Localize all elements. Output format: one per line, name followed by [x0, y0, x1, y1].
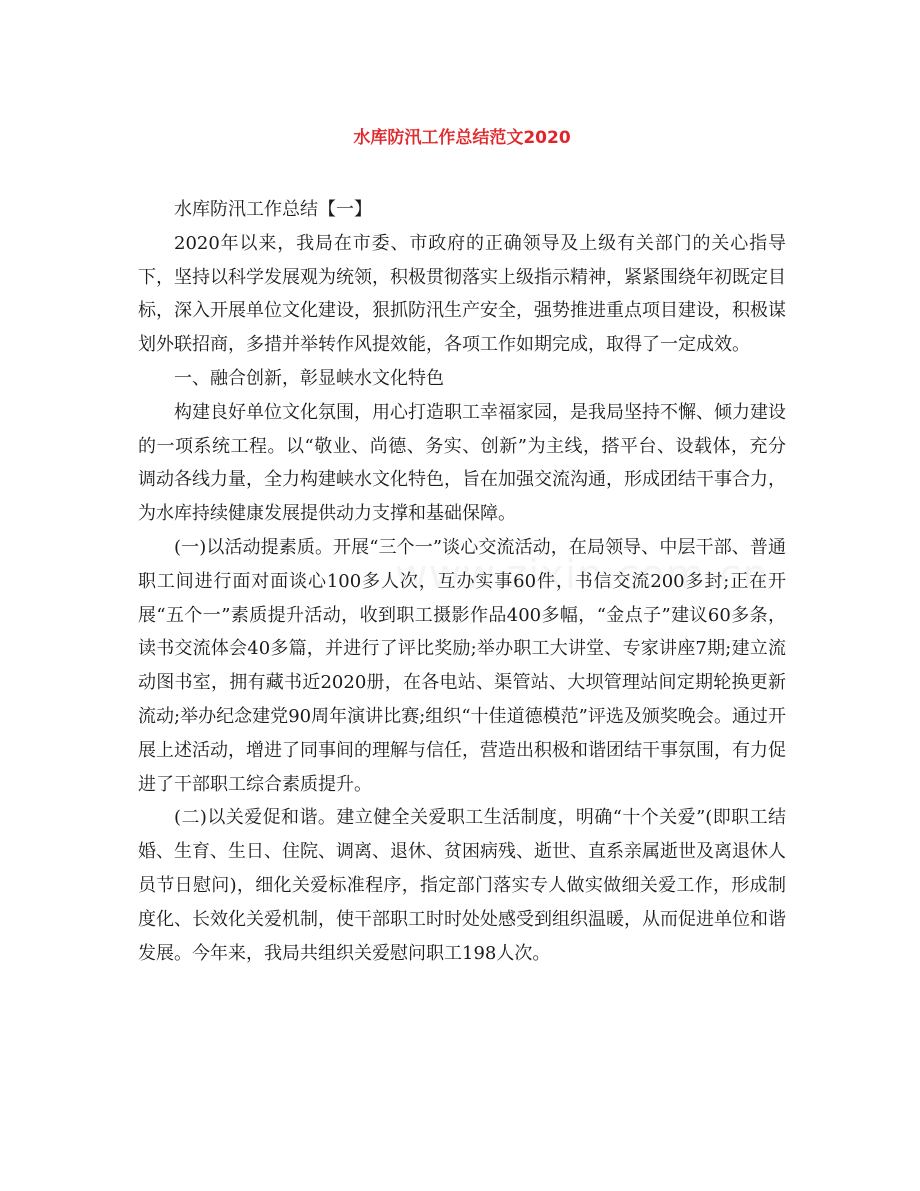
section-heading: 水库防汛工作总结【一】	[174, 199, 372, 220]
document-title: 水库防汛工作总结范文2020	[353, 128, 571, 148]
body-paragraph: (二)以关爱促和谐。建立健全关爱职工生活制度，明确“十个关爱”(即职工结婚、生育、生日、住院、调离、退休、贫困病残、逝世、直系亲属逝世及离退休人员节日慰问)，细化关爱标准程序，指定部门落实专人做实做细关爱工作，形成制度化、长效化关爱机制，使干部职工时时处处感受到组织温暖，从而促进单位和谐发展。今年来，我局共组织关爱慰问职工198人次。	[138, 807, 786, 964]
document-body	[138, 193, 786, 970]
subsection-heading: 一、融合创新，彰显峡水文化特色	[174, 367, 444, 389]
intro-paragraph: 2020年以来，我局在市委、市政府的正确领导及上级有关部门的关心指导下，坚持以科学发展观为统领，积极贯彻落实上级指示精神，紧紧围绕年初既定目标，深入开展单位文化建设，狠抓防汛生产安全，强势推进重点项目建设，积极谋划外联招商，多措并举转作风提效能，各项工作如期完成，取得了一定成效。	[138, 232, 786, 356]
body-paragraph: 构建良好单位文化氛围，用心打造职工幸福家园，是我局坚持不懈、倾力建设的一项系统工程。以“敬业、尚德、务实、创新”为主线，搭平台、设载体，充分调动各线力量，全力构建峡水文化特色，旨在加强交流沟通，形成团结干事合力，为水库持续健康发展提供动力支撑和基础保障。	[138, 401, 786, 525]
body-paragraph: (一)以活动提素质。开展“三个一”谈心交流活动，在局领导、中层干部、普通职工间进行面对面谈心100多人次，互办实事60件，书信交流200多封;正在开展“五个一”素质提升活动，收到职工摄影作品400多幅，“金点子”建议60多条，读书交流体会40多篇，并进行了评比奖励;举办职工大讲堂、专家讲座7期;建立流动图书室，拥有藏书近2020册，在各电站、渠管站、大坝管理站间定期轮换更新流动;举办纪念建党90周年演讲比赛;组织“十佳道德模范”评选及颁奖晚会。通过开展上述活动，增进了同事间的理解与信任，营造出积极和谐团结干事氛围，有力促进了干部职工综合素质提升。	[138, 536, 786, 795]
